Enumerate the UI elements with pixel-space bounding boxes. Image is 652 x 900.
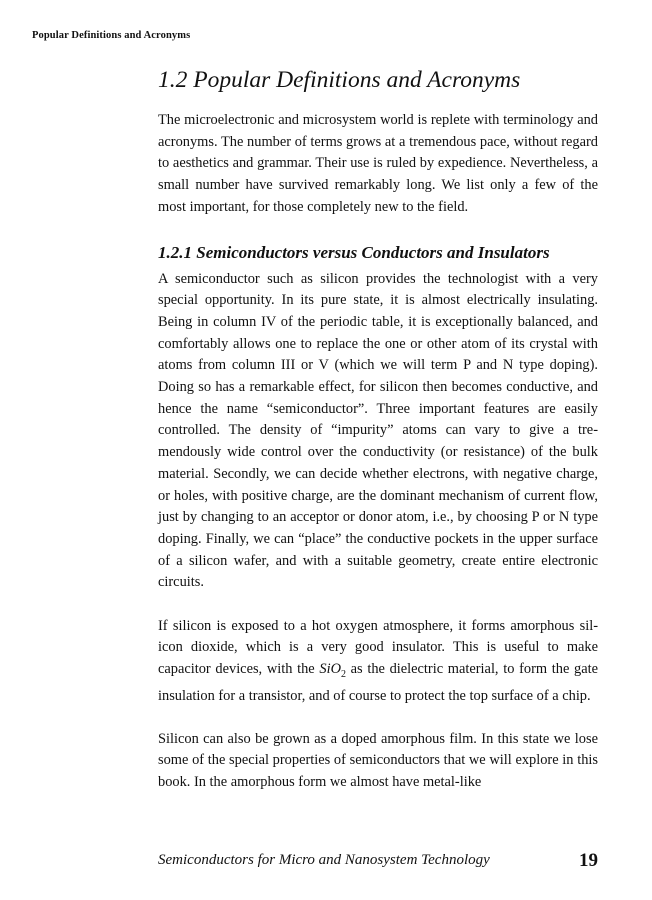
paragraph-amorphous: Silicon can also be grown as a doped amorphous film. In this state we lose some of the special properties of semiconductors that we will explore in this book. In the amorphous form we almost have metal-like bbox=[158, 730, 598, 791]
running-head: Popular Definitions and Acronyms bbox=[32, 30, 191, 41]
intro-paragraph: The microelectronic and microsystem world is replete with terminology and acronyms. The number of terms grows at a tremendous pace, without regard to aesthetics and grammar. Their use is ruled by expedience. Nevertheless, a small number have survived remarkably long. We list only a few of the most important, for those completely new to the field. bbox=[158, 112, 598, 215]
section-heading bbox=[158, 64, 598, 96]
subsection-number: 1.2.1 bbox=[158, 242, 192, 262]
page-content bbox=[158, 64, 598, 794]
section-number: 1.2 bbox=[158, 67, 188, 93]
section-title: Popular Definitions and Acronyms bbox=[193, 67, 521, 93]
paragraph-silicon-dioxide-text-start: If silicon is exposed to a hot oxygen atmosphere, it forms amorphous silicon dioxide, which is a very good insulator. This is useful to make capacitor devices, with the bbox=[158, 617, 598, 677]
paragraph-semiconductor: A semiconductor such as silicon provides the technologist with a very special opportunity. In its pure state, it is almost electrically insulating. Being in column IV of the periodic table, it is exceptionally balanced, and comfortably allows one to replace the one or other atom of its crystal with atoms from column III or V (which we will term P and N type doping). Doing so has a remarkable effect, for silicon then becomes conductive, and hence the name “semiconductor”. Three important features are easily controlled. The density of “impurity” atoms can vary to give a tremendously wide control over the conductivity (or resistance) of the bulk material. Secondly, we can decide whether electrons, with negative charge, or holes, with positive charge, are the dominant mechanism of current flow, just by changing to an acceptor or donor atom, i.e., by choosing P or N type doping. Finally, we can “place” the conductive pockets in the upper surface of a silicon wafer, and with a suitable geometry, create entire electronic circuits. bbox=[158, 270, 598, 591]
formula-subscript: 2 bbox=[340, 668, 346, 680]
formula-base: SiO bbox=[319, 660, 341, 677]
page-footer bbox=[158, 852, 598, 869]
paragraph-silicon-dioxide-text-end: as the dielectric material, to form the gate insulation for a transistor, and of course to protect the top surface of a chip. bbox=[158, 660, 598, 704]
subsection-title: Semiconductors versus Conductors and Insulators bbox=[196, 242, 550, 262]
paragraph-silicon-dioxide bbox=[158, 616, 598, 708]
footer-book-title: Semiconductors for Micro and Nanosystem Technology bbox=[158, 852, 490, 868]
page-number: 19 bbox=[579, 850, 598, 871]
sio2-formula bbox=[319, 660, 346, 680]
subsection-heading bbox=[158, 241, 598, 265]
